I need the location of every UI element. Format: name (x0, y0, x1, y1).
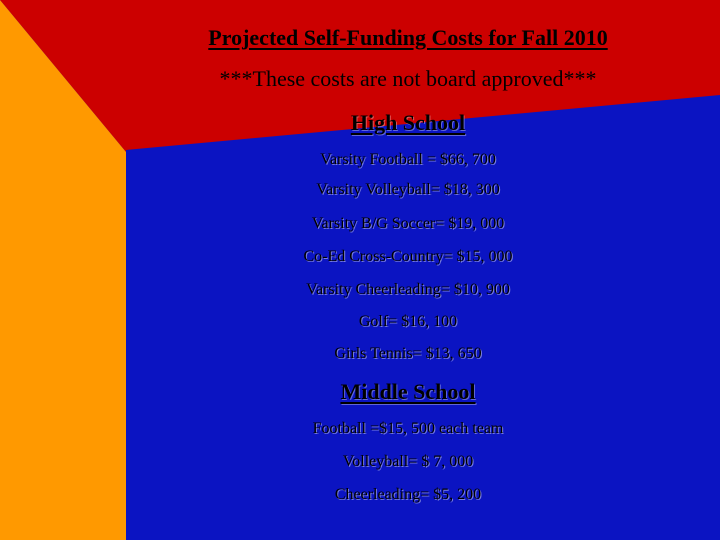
cost-item-ms-cheerleading: Cheerleading= $5, 200 (334, 486, 482, 503)
cost-item-cross-country: Co-Ed Cross-Country= $15, 000 (303, 248, 513, 265)
middle-school-heading: Middle School (340, 379, 476, 404)
cost-item-varsity-volleyball: Varsity Volleyball= $18, 300 (316, 181, 500, 198)
cost-item-ms-volleyball: Volleyball= $ 7, 000 (342, 453, 474, 470)
not-approved-warning: ***These costs are not board approved*** (219, 66, 597, 91)
slide-title: Projected Self-Funding Costs for Fall 2010 (208, 25, 608, 50)
cost-item-cheerleading: Varsity Cheerleading= $10, 900 (306, 281, 510, 298)
cost-item-girls-tennis: Girls Tennis= $13, 650 (334, 345, 482, 362)
high-school-heading: High School (350, 110, 466, 135)
cost-item-varsity-football: Varsity Football = $66, 700 (320, 151, 496, 168)
cost-item-ms-football: Football =$15, 500 each team (312, 420, 504, 437)
cost-item-golf: Golf= $16, 100 (358, 313, 458, 330)
cost-item-varsity-soccer: Varsity B/G Soccer= $19, 000 (311, 215, 505, 232)
